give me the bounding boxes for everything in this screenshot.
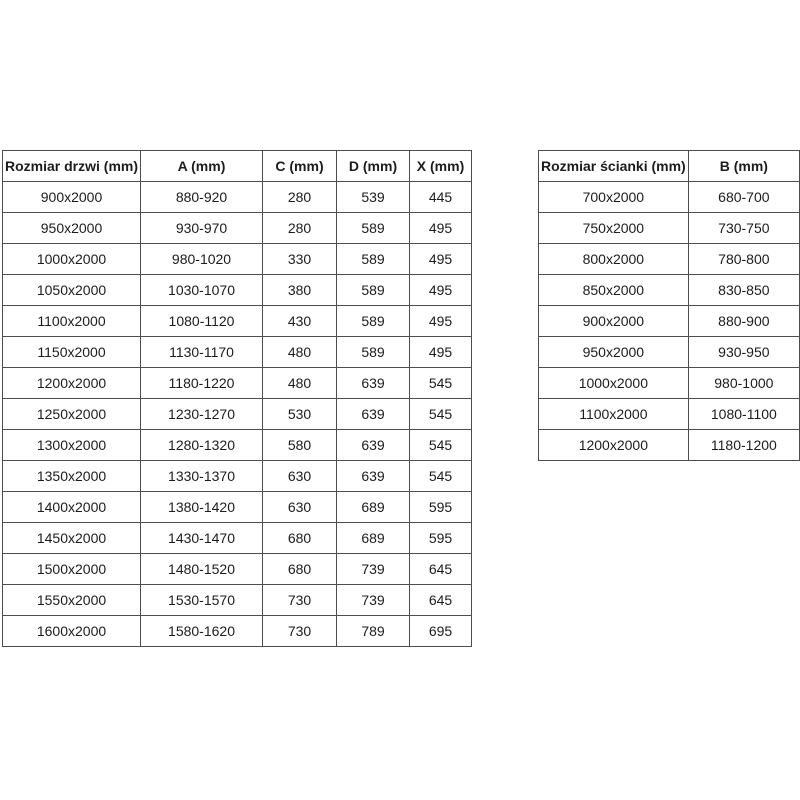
table-row bbox=[3, 430, 472, 461]
table-cell: 1500x2000 bbox=[3, 554, 141, 585]
table-cell: 730-750 bbox=[688, 213, 799, 244]
table-row bbox=[3, 244, 472, 275]
table-cell: 700x2000 bbox=[539, 182, 689, 213]
table-cell: 630 bbox=[263, 461, 337, 492]
table-cell: 950x2000 bbox=[3, 213, 141, 244]
table-cell: 900x2000 bbox=[539, 306, 689, 337]
table-cell: 589 bbox=[337, 244, 410, 275]
table-cell: 789 bbox=[337, 616, 410, 647]
table-cell: 545 bbox=[410, 399, 472, 430]
table-cell: 1250x2000 bbox=[3, 399, 141, 430]
table-cell: 639 bbox=[337, 368, 410, 399]
table-row bbox=[3, 337, 472, 368]
table-row bbox=[3, 554, 472, 585]
table-cell: 980-1020 bbox=[141, 244, 263, 275]
table-cell: 280 bbox=[263, 213, 337, 244]
table-cell: 739 bbox=[337, 585, 410, 616]
table-cell: 680 bbox=[263, 554, 337, 585]
table-cell: 680-700 bbox=[688, 182, 799, 213]
table-cell: 1300x2000 bbox=[3, 430, 141, 461]
table-cell: 1350x2000 bbox=[3, 461, 141, 492]
table-cell: 645 bbox=[410, 554, 472, 585]
table-cell: 1280-1320 bbox=[141, 430, 263, 461]
table-cell: 695 bbox=[410, 616, 472, 647]
table-cell: 750x2000 bbox=[539, 213, 689, 244]
table-cell: 445 bbox=[410, 182, 472, 213]
table-cell: 495 bbox=[410, 306, 472, 337]
table-cell: 589 bbox=[337, 306, 410, 337]
column-header: Rozmiar drzwi (mm) bbox=[3, 151, 141, 182]
table-cell: 480 bbox=[263, 368, 337, 399]
table-cell: 639 bbox=[337, 461, 410, 492]
table-cell: 280 bbox=[263, 182, 337, 213]
table-cell: 730 bbox=[263, 585, 337, 616]
table-cell: 1530-1570 bbox=[141, 585, 263, 616]
table-cell: 730 bbox=[263, 616, 337, 647]
table-cell: 1000x2000 bbox=[539, 368, 689, 399]
table-cell: 1480-1520 bbox=[141, 554, 263, 585]
table-row bbox=[3, 616, 472, 647]
table-cell: 1150x2000 bbox=[3, 337, 141, 368]
table-row bbox=[539, 213, 800, 244]
table-cell: 330 bbox=[263, 244, 337, 275]
table-cell: 495 bbox=[410, 213, 472, 244]
table-cell: 645 bbox=[410, 585, 472, 616]
column-header: C (mm) bbox=[263, 151, 337, 182]
table-row bbox=[3, 461, 472, 492]
table-row bbox=[3, 213, 472, 244]
table-cell: 1050x2000 bbox=[3, 275, 141, 306]
table-cell: 930-970 bbox=[141, 213, 263, 244]
table-row bbox=[3, 275, 472, 306]
table-cell: 589 bbox=[337, 337, 410, 368]
column-header: X (mm) bbox=[410, 151, 472, 182]
table-cell: 1330-1370 bbox=[141, 461, 263, 492]
table-row bbox=[3, 368, 472, 399]
wall-panel-sizes-table bbox=[538, 150, 800, 461]
column-header: A (mm) bbox=[141, 151, 263, 182]
table-cell: 680 bbox=[263, 523, 337, 554]
table-cell: 1230-1270 bbox=[141, 399, 263, 430]
table-cell: 1000x2000 bbox=[3, 244, 141, 275]
table-cell: 595 bbox=[410, 523, 472, 554]
table-cell: 880-920 bbox=[141, 182, 263, 213]
table-cell: 739 bbox=[337, 554, 410, 585]
table-cell: 495 bbox=[410, 337, 472, 368]
table-cell: 1380-1420 bbox=[141, 492, 263, 523]
table-cell: 530 bbox=[263, 399, 337, 430]
table-cell: 880-900 bbox=[688, 306, 799, 337]
table-row bbox=[539, 306, 800, 337]
table-cell: 589 bbox=[337, 213, 410, 244]
table-cell: 1080-1100 bbox=[688, 399, 799, 430]
table-cell: 589 bbox=[337, 275, 410, 306]
table-cell: 1030-1070 bbox=[141, 275, 263, 306]
table-cell: 780-800 bbox=[688, 244, 799, 275]
table-cell: 1600x2000 bbox=[3, 616, 141, 647]
table-cell: 495 bbox=[410, 275, 472, 306]
table-cell: 380 bbox=[263, 275, 337, 306]
table-cell: 1100x2000 bbox=[3, 306, 141, 337]
table-row bbox=[539, 399, 800, 430]
table-cell: 930-950 bbox=[688, 337, 799, 368]
table-cell: 545 bbox=[410, 461, 472, 492]
table-cell: 980-1000 bbox=[688, 368, 799, 399]
table-row bbox=[3, 492, 472, 523]
table-cell: 1180-1200 bbox=[688, 430, 799, 461]
table-cell: 950x2000 bbox=[539, 337, 689, 368]
table-cell: 1180-1220 bbox=[141, 368, 263, 399]
table-row bbox=[539, 244, 800, 275]
header-row bbox=[3, 151, 472, 182]
table-row bbox=[3, 306, 472, 337]
table-row bbox=[539, 368, 800, 399]
door-sizes-table bbox=[2, 150, 472, 647]
table-row bbox=[3, 399, 472, 430]
column-header: Rozmiar ścianki (mm) bbox=[539, 151, 689, 182]
table-cell: 689 bbox=[337, 523, 410, 554]
table-cell: 1130-1170 bbox=[141, 337, 263, 368]
table-cell: 430 bbox=[263, 306, 337, 337]
table-cell: 1400x2000 bbox=[3, 492, 141, 523]
table-row bbox=[539, 430, 800, 461]
table-row bbox=[539, 182, 800, 213]
table-cell: 1200x2000 bbox=[3, 368, 141, 399]
table-row bbox=[539, 275, 800, 306]
table-cell: 539 bbox=[337, 182, 410, 213]
table-cell: 495 bbox=[410, 244, 472, 275]
table-cell: 1100x2000 bbox=[539, 399, 689, 430]
table-cell: 900x2000 bbox=[3, 182, 141, 213]
table-cell: 1080-1120 bbox=[141, 306, 263, 337]
table-cell: 1430-1470 bbox=[141, 523, 263, 554]
table-cell: 1450x2000 bbox=[3, 523, 141, 554]
table-cell: 830-850 bbox=[688, 275, 799, 306]
column-header: B (mm) bbox=[688, 151, 799, 182]
table-row bbox=[3, 585, 472, 616]
table-cell: 1200x2000 bbox=[539, 430, 689, 461]
table-cell: 639 bbox=[337, 430, 410, 461]
header-row bbox=[539, 151, 800, 182]
table-row bbox=[539, 337, 800, 368]
table-cell: 630 bbox=[263, 492, 337, 523]
table-cell: 545 bbox=[410, 430, 472, 461]
table-cell: 850x2000 bbox=[539, 275, 689, 306]
table-cell: 595 bbox=[410, 492, 472, 523]
table-cell: 689 bbox=[337, 492, 410, 523]
table-cell: 580 bbox=[263, 430, 337, 461]
table-cell: 800x2000 bbox=[539, 244, 689, 275]
table-cell: 1580-1620 bbox=[141, 616, 263, 647]
table-row bbox=[3, 182, 472, 213]
column-header: D (mm) bbox=[337, 151, 410, 182]
table-cell: 545 bbox=[410, 368, 472, 399]
table-row bbox=[3, 523, 472, 554]
table-cell: 480 bbox=[263, 337, 337, 368]
table-cell: 1550x2000 bbox=[3, 585, 141, 616]
table-cell: 639 bbox=[337, 399, 410, 430]
